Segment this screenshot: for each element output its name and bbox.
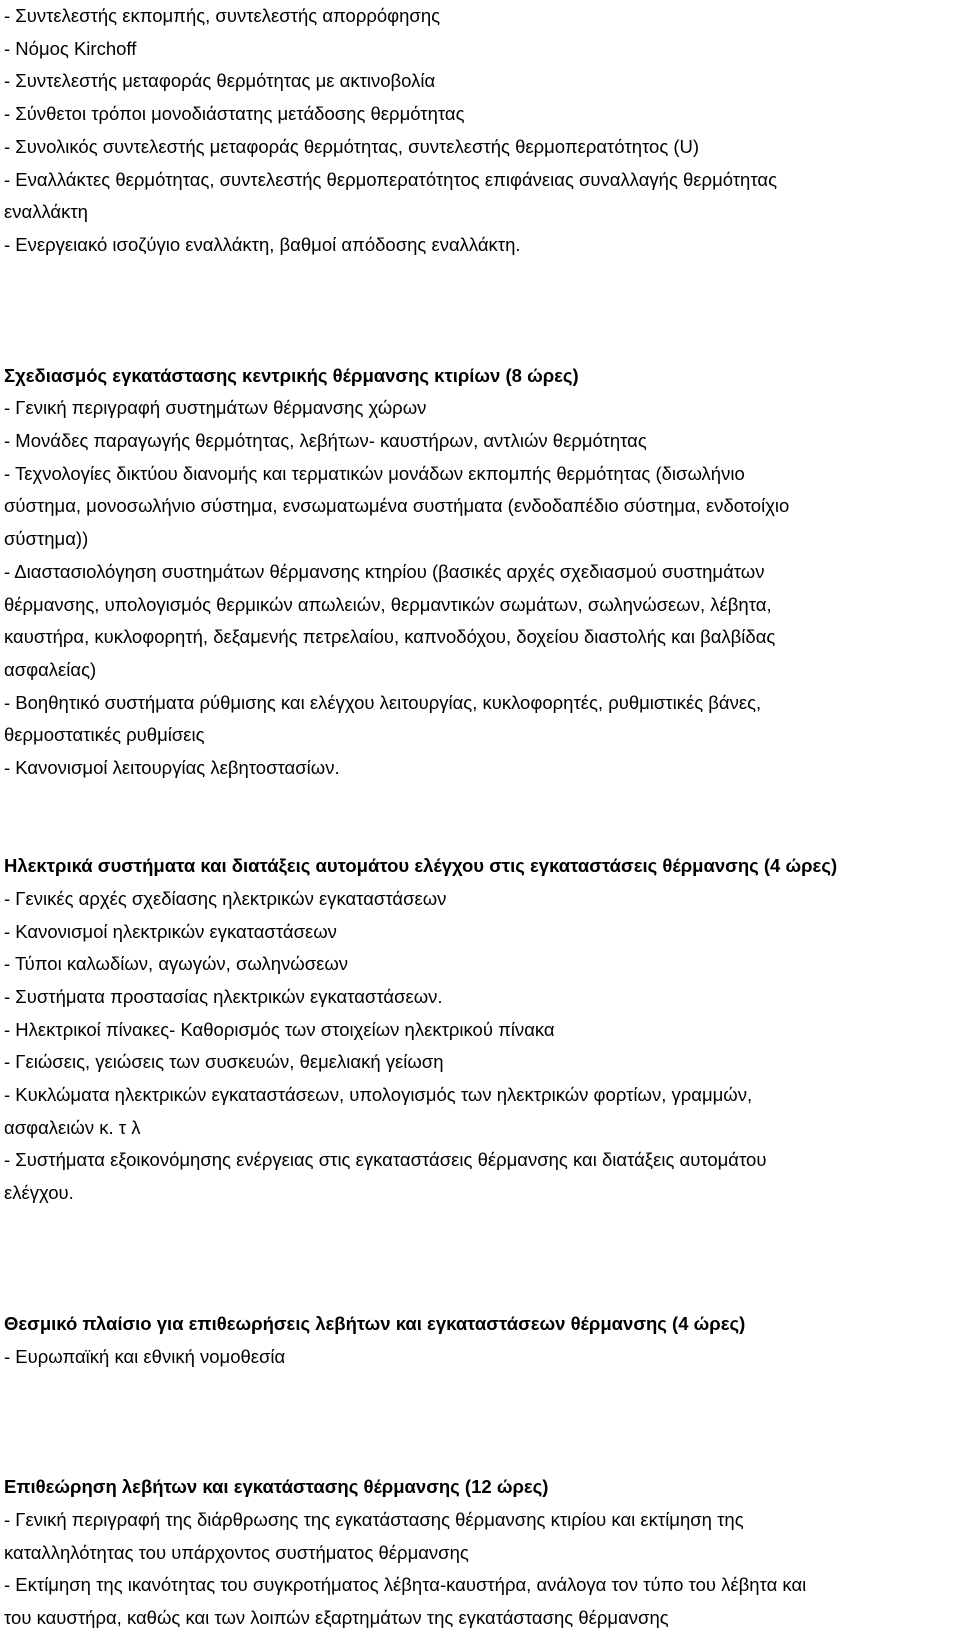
section-spacer <box>4 1210 956 1308</box>
list-item-continuation: σύστημα)) <box>4 528 89 550</box>
list-item-continuation: εναλλάκτη <box>4 201 88 223</box>
list-item: - Κανονισμοί λειτουργίας λεβητοστασίων. <box>4 757 340 779</box>
list-item: - Συνολικός συντελεστής μεταφοράς θερμότητας, συντελεστής θερμοπερατότητος (U) <box>4 135 700 157</box>
section-electrical-systems <box>4 850 956 1210</box>
list-item: - Διαστασιολόγηση συστημάτων θέρμανσης κτηρίου (βασικές αρχές σχεδιασμού συστημάτων <box>4 560 765 582</box>
intro-list <box>4 0 956 262</box>
list-item-continuation: του καυστήρα, καθώς και των λοιπών εξαρτημάτων της εγκατάστασης θέρμανσης <box>4 1607 669 1629</box>
list-item: - Συστήματα προστασίας ηλεκτρικών εγκαταστάσεων. <box>4 985 443 1007</box>
list-item: - Γενική περιγραφή της διάρθρωσης της εγκατάστασης θέρμανσης κτιρίου και εκτίμηση της <box>4 1509 744 1530</box>
list-item: - Σύνθετοι τρόποι μονοδιάστατης μετάδοσης θερμότητας <box>4 103 465 125</box>
list-item: - Γενική περιγραφή συστημάτων θέρμανσης χώρων <box>4 397 427 419</box>
list-item: - Εναλλάκτες θερμότητας, συντελεστής θερμοπερατότητος επιφάνειας συναλλαγής θερμότητας <box>4 168 778 190</box>
list-item: - Συντελεστής εκπομπής, συντελεστής απορρόφησης <box>4 5 441 26</box>
list-item-continuation: ελέγχου. <box>4 1182 74 1204</box>
section-title: Επιθεώρηση λεβήτων και εγκατάστασης θέρμανσης (12 ώρες) <box>4 1476 549 1498</box>
list-item: - Βοηθητικό συστήματα ρύθμισης και ελέγχου λειτουργίας, κυκλοφορητές, ρυθμιστικές βάνες, <box>4 691 762 713</box>
section-spacer <box>4 1373 956 1471</box>
section-title: Ηλεκτρικά συστήματα και διατάξεις αυτομάτου ελέγχου στις εγκαταστάσεις θέρμανσης (4 ώρες) <box>4 855 838 877</box>
list-item: - Κυκλώματα ηλεκτρικών εγκαταστάσεων, υπολογισμός των ηλεκτρικών φορτίων, γραμμών, <box>4 1084 753 1106</box>
list-item-continuation: ασφαλειών κ. τ λ <box>4 1116 141 1138</box>
section-legal-framework <box>4 1308 956 1373</box>
list-item-continuation: καυστήρα, κυκλοφορητή, δεξαμενής πετρελαίου, καπνοδόχου, δοχείου διαστολής και βαλβίδας <box>4 626 776 648</box>
list-item-continuation: θερμοστατικές ρυθμίσεις <box>4 724 205 746</box>
list-item: - Ενεργειακό ισοζύγιο εναλλάκτη, βαθμοί απόδοσης εναλλάκτη. <box>4 233 521 255</box>
list-item-continuation: σύστημα, μονοσωλήνιο σύστημα, ενσωματωμένα συστήματα (ενδοδαπέδιο σύστημα, ενδοτοίχιο <box>4 495 790 517</box>
list-item: - Εκτίμηση της ικανότητας του συγκροτήματος λέβητα-καυστήρα, ανάλογα τον τύπο του λέβητα και <box>4 1574 807 1596</box>
section-heating-design <box>4 360 956 785</box>
list-item: - Μονάδες παραγωγής θερμότητας, λεβήτων- καυστήρων, αντλιών θερμότητας <box>4 430 647 452</box>
list-item: - Τύποι καλωδίων, αγωγών, σωληνώσεων <box>4 953 349 975</box>
list-item: - Συντελεστής μεταφοράς θερμότητας με ακτινοβολία <box>4 70 436 92</box>
list-item: - Νόμος Kirchoff <box>4 37 137 59</box>
list-item: - Γενικές αρχές σχεδίασης ηλεκτρικών εγκαταστάσεων <box>4 887 447 909</box>
list-item: - Τεχνολογίες δικτύου διανομής και τερματικών μονάδων εκπομπής θερμότητας (δισωλήνιο <box>4 462 745 484</box>
section-spacer <box>4 785 956 850</box>
section-title: Θεσμικό πλαίσιο για επιθεωρήσεις λεβήτων και εγκαταστάσεων θέρμανσης (4 ώρες) <box>4 1312 746 1334</box>
section-spacer <box>4 262 956 360</box>
list-item: - Ευρωπαϊκή και εθνική νομοθεσία <box>4 1345 286 1367</box>
document-page <box>4 0 956 1635</box>
list-item-continuation: καταλληλότητας του υπάρχοντος συστήματος θέρμανσης <box>4 1541 469 1563</box>
section-title: Σχεδιασμός εγκατάστασης κεντρικής θέρμανσης κτιρίων (8 ώρες) <box>4 364 579 386</box>
list-item: - Κανονισμοί ηλεκτρικών εγκαταστάσεων <box>4 920 337 942</box>
list-item-continuation: θέρμανσης, υπολογισμός θερμικών απωλειών, θερμαντικών σωμάτων, σωληνώσεων, λέβητα, <box>4 593 772 615</box>
list-item-continuation: ασφαλείας) <box>4 658 97 680</box>
section-boiler-inspection <box>4 1471 956 1635</box>
list-item: - Συστήματα εξοικονόμησης ενέργειας στις εγκαταστάσεις θέρμανσης και διατάξεις αυτομάτου <box>4 1149 767 1171</box>
list-item: - Γειώσεις, γειώσεις των συσκευών, θεμελιακή γείωση <box>4 1051 444 1073</box>
list-item: - Ηλεκτρικοί πίνακες- Καθορισμός των στοιχείων ηλεκτρικού πίνακα <box>4 1018 555 1040</box>
